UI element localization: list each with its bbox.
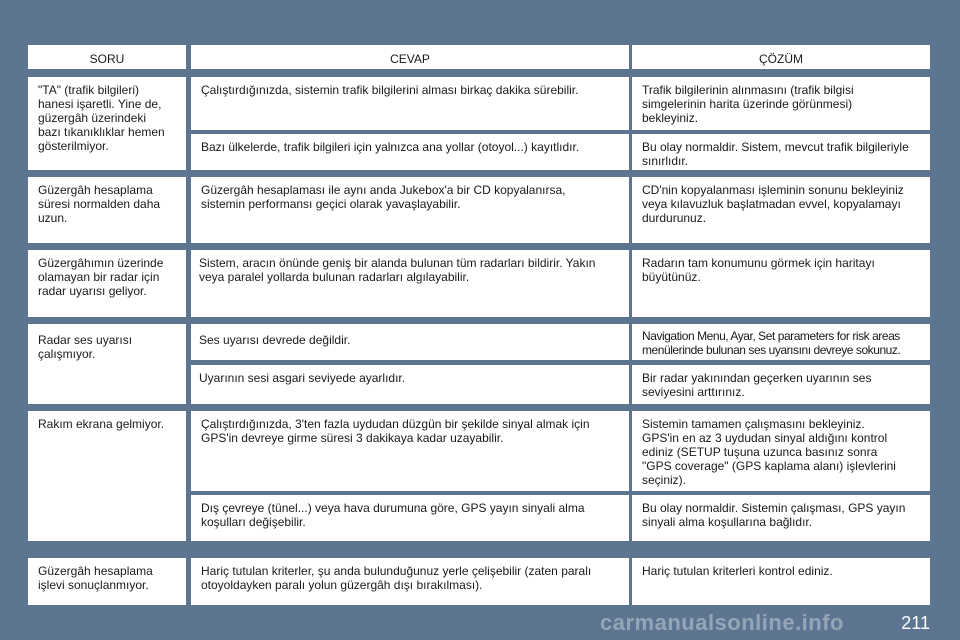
answer-cell: Sistem, aracın önünde geniş bir alanda bulunan tüm radarları bildirir. Yakın veya paralel yollarda bulunan radarları algılayabilir. <box>191 250 629 317</box>
answer-cell: Hariç tutulan kriterler, şu anda bulunduğunuz yerle çelişebilir (zaten paralı otoyoldayken paralı yolun güzergâh dışı bırakılması). <box>191 558 629 605</box>
answer-cell: Güzergâh hesaplaması ile aynı anda Jukebox'a bir CD kopyalanırsa, sistemin performansı geçici olarak yavaşlayabilir. <box>191 177 629 243</box>
answer-cell: Çalıştırdığınızda, sistemin trafik bilgilerini alması birkaç dakika sürebilir. <box>191 77 629 130</box>
question-cell: "TA" (trafik bilgileri) hanesi işaretli. Yine de, güzergâh üzerindeki bazı tıkanıklıklar hemen gösterilmiyor. <box>28 77 186 170</box>
answer-cell: Uyarının sesi asgari seviyede ayarlıdır. <box>191 365 629 404</box>
solution-cell: Bu olay normaldir. Sistemin çalışması, GPS yayın sinyali alma koşullarına bağlıdır. <box>632 495 930 541</box>
answer-cell: Bazı ülkelerde, trafik bilgileri için yalnızca ana yollar (otoyol...) kayıtlıdır. <box>191 134 629 170</box>
answer-cell: Çalıştırdığınızda, 3'ten fazla uydudan düzgün bir şekilde sinyal almak için GPS'in devreye girme süresi 3 dakikaya kadar uzayabilir. <box>191 411 629 491</box>
question-cell: Güzergâh hesaplama işlevi sonuçlanmıyor. <box>28 558 186 605</box>
question-cell: Güzergâh hesaplama süresi normalden daha uzun. <box>28 177 186 243</box>
question-cell: Rakım ekrana gelmiyor. <box>28 411 186 541</box>
question-cell: Güzergâhımın üzerinde olamayan bir radar için radar uyarısı geliyor. <box>28 250 186 317</box>
solution-cell: Bir radar yakınından geçerken uyarının ses seviyesini arttırınız. <box>632 365 930 404</box>
answer-cell: Ses uyarısı devrede değildir. <box>191 324 629 360</box>
watermark: carmanualsonline.info <box>600 610 844 635</box>
header-question: SORU <box>28 45 186 69</box>
page-number: 211 <box>901 613 930 633</box>
solution-cell: Hariç tutulan kriterleri kontrol ediniz. <box>632 558 930 605</box>
header-solution: ÇÖZÜM <box>632 45 930 69</box>
solution-cell: Radarın tam konumunu görmek için haritayı büyütünüz. <box>632 250 930 317</box>
question-cell: Radar ses uyarısı çalışmıyor. <box>28 324 186 404</box>
solution-cell: Navigation Menu, Ayar, Set parameters for risk areas menülerinde bulunan ses uyarısını devreye sokunuz. <box>632 324 930 360</box>
solution-cell: Bu olay normaldir. Sistem, mevcut trafik bilgileriyle sınırlıdır. <box>632 134 930 170</box>
solution-cell: Sistemin tamamen çalışmasını bekleyiniz. GPS'in en az 3 uydudan sinyal aldığını kontrol ediniz (SETUP tuşuna uzunca basınız sonra "GPS coverage" (GPS kaplama alanı) işlevlerini seçiniz). <box>632 411 930 491</box>
header-answer: CEVAP <box>191 45 629 69</box>
solution-cell: CD'nin kopyalanması işleminin sonunu bekleyiniz veya kılavuzluk başlatmadan evvel, kopyalamayı durdurunuz. <box>632 177 930 243</box>
answer-cell: Dış çevreye (tünel...) veya hava durumuna göre, GPS yayın sinyali alma koşulları değişebilir. <box>191 495 629 541</box>
solution-cell: Trafik bilgilerinin alınmasını (trafik bilgisi simgelerinin harita üzerinde görünmesi) bekleyiniz. <box>632 77 930 130</box>
